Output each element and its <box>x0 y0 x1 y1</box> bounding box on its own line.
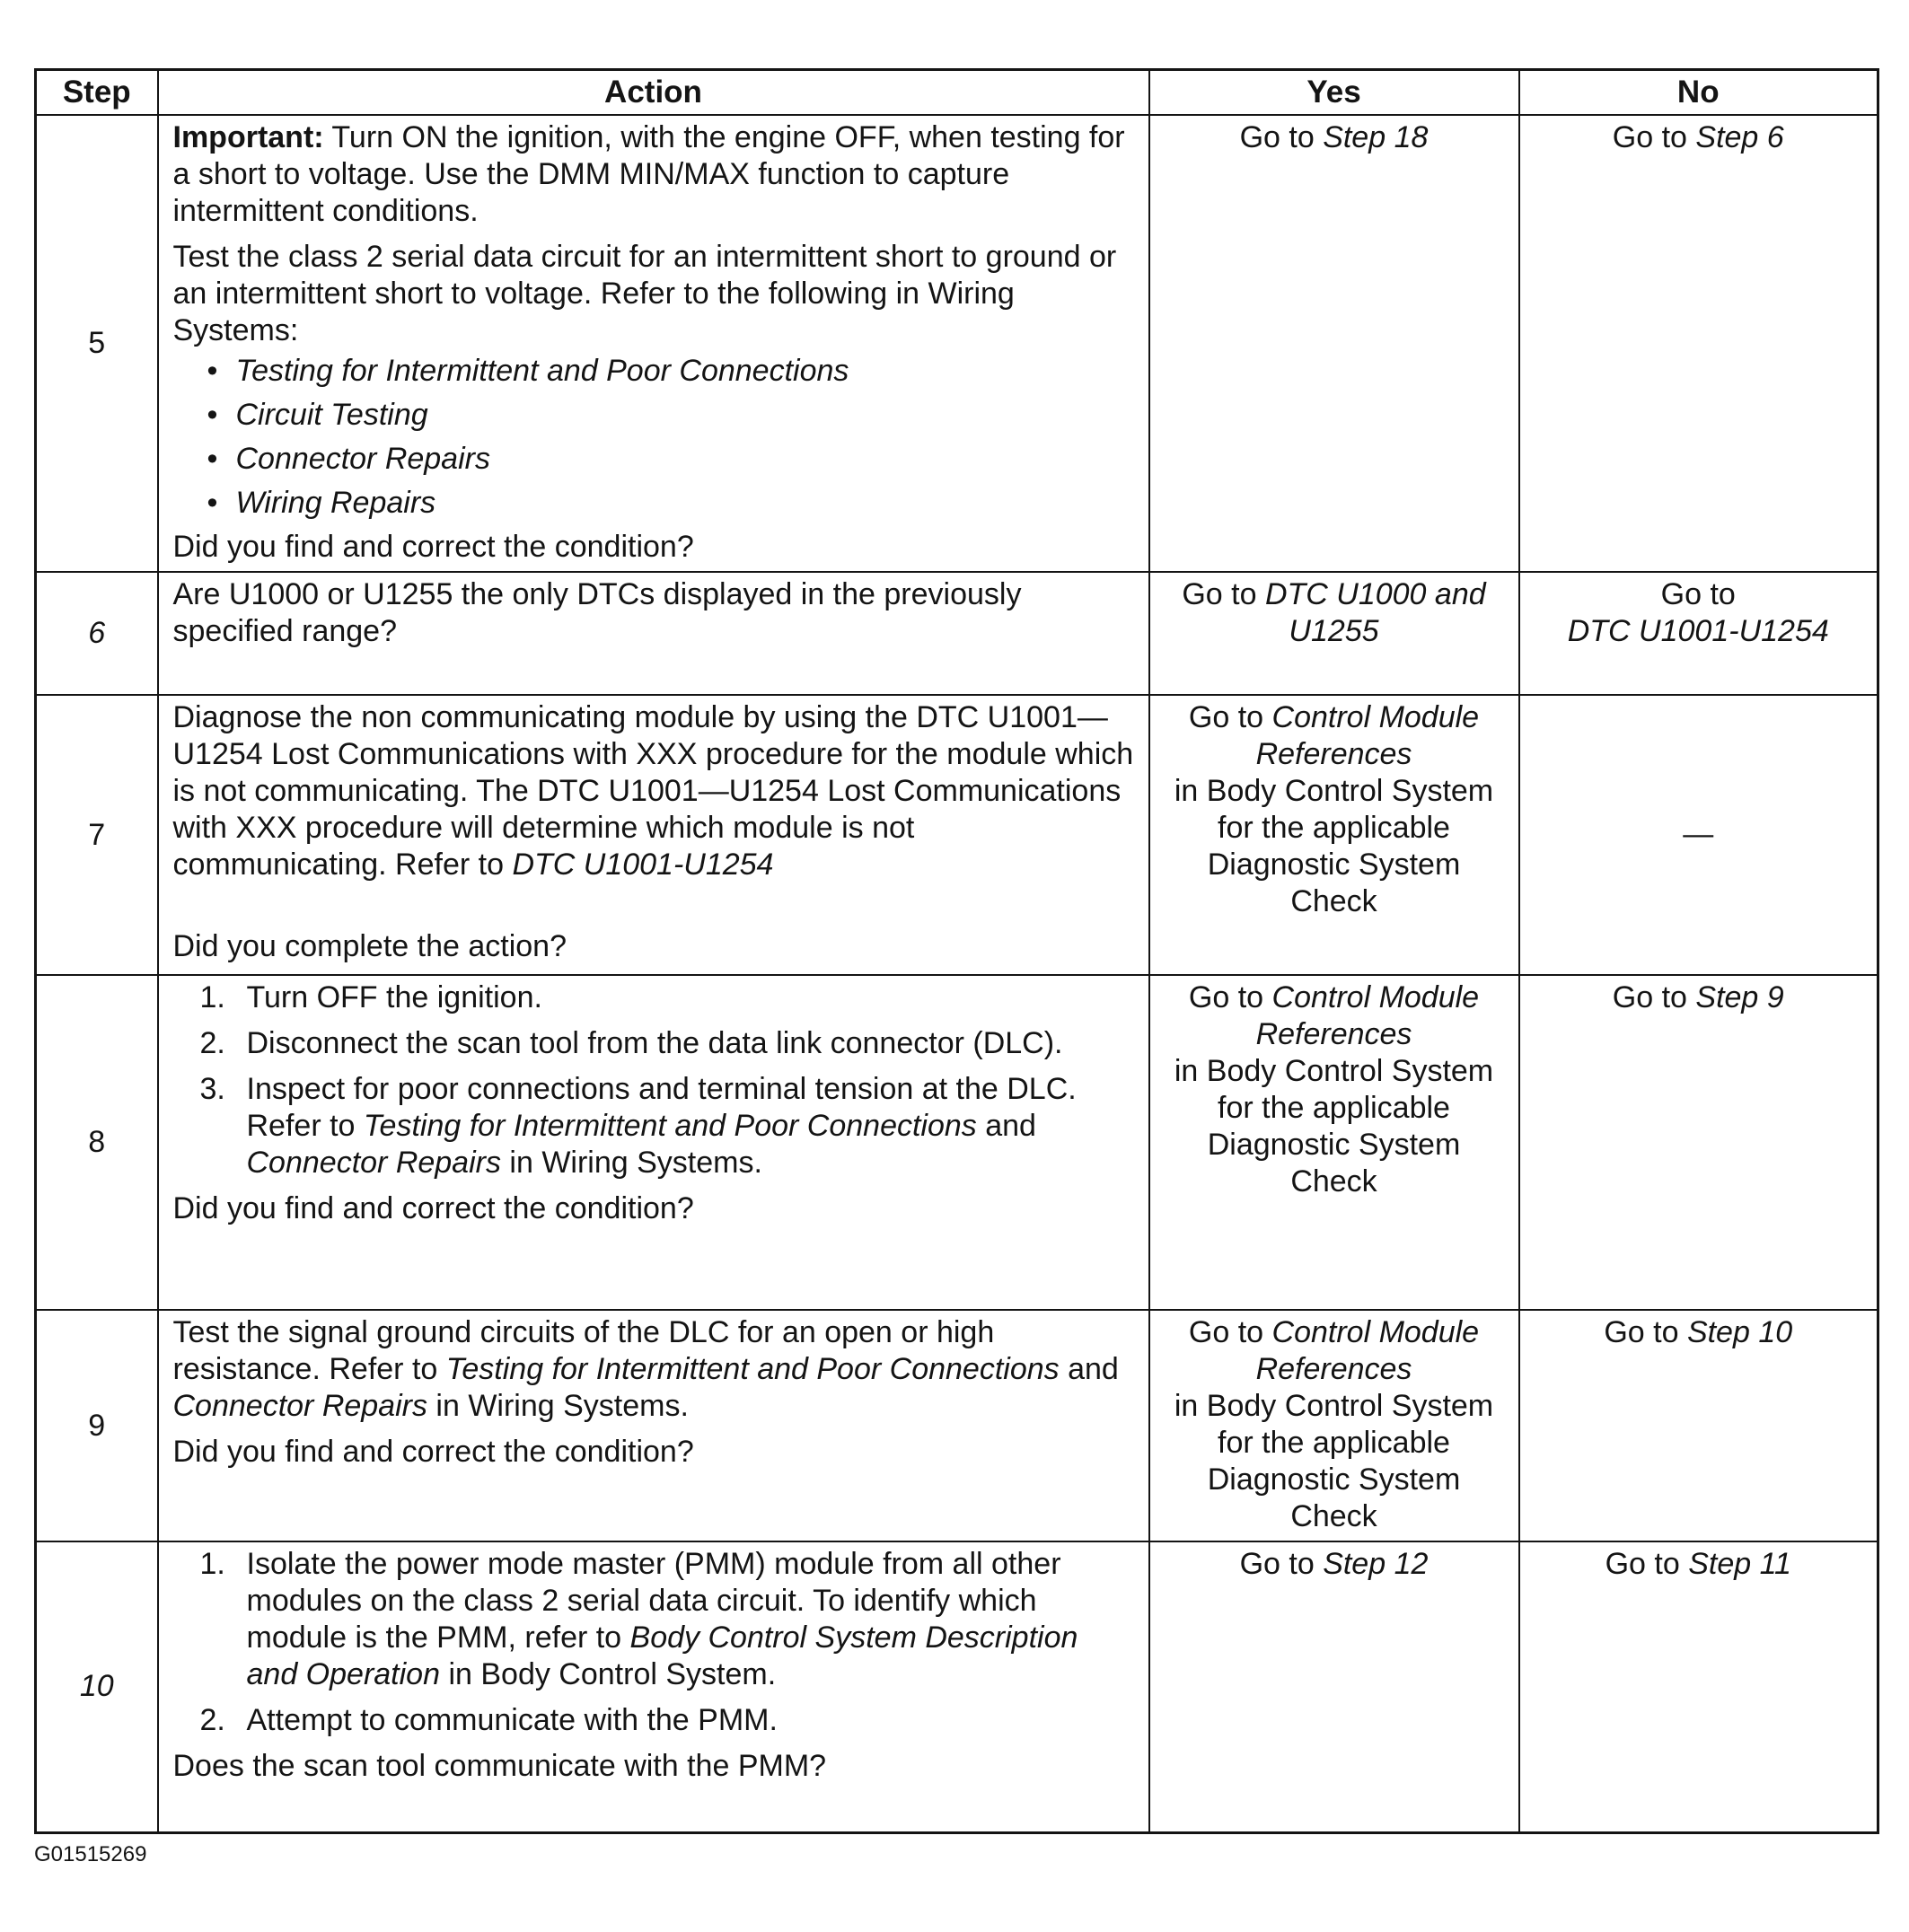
no-link[interactable]: Step 9 <box>1695 980 1784 1014</box>
action-cell <box>158 572 1149 695</box>
list-item: 3. Inspect for poor connections and terminal tension at the DLC. Refer to Testing for Intermittent and Poor Connections and Connector Repairs in Wiring Systems. <box>199 1072 1077 1180</box>
yes-result <box>1149 695 1519 975</box>
no-result <box>1519 695 1878 975</box>
reference-link[interactable]: DTC U1001-U1254 <box>512 847 774 882</box>
procedure-list <box>173 1546 1134 1739</box>
yes-result <box>1149 572 1519 695</box>
table-row <box>36 572 1878 695</box>
step-number: 6 <box>36 572 158 695</box>
list-item: • Connector Repairs <box>207 441 1134 478</box>
action-question: Did you complete the action? <box>172 929 567 963</box>
no-text: — <box>1683 816 1714 851</box>
list-item: • Testing for Intermittent and Poor Connections <box>207 353 1134 390</box>
yes-prefix: Go to <box>1182 577 1265 611</box>
action-text: in Wiring Systems. <box>427 1389 689 1423</box>
reference-link[interactable]: Connector Repairs <box>172 1389 427 1423</box>
step-text: Turn OFF the ignition. <box>246 980 542 1014</box>
reference-link[interactable]: Testing for Intermittent and Poor Connections <box>363 1109 977 1143</box>
step-text: in Wiring Systems. <box>500 1146 762 1180</box>
step-text: in Body Control System. <box>440 1657 777 1691</box>
yes-prefix: Go to <box>1239 1547 1324 1581</box>
list-item: • Wiring Repairs <box>207 485 1134 522</box>
reference-list <box>173 353 1134 522</box>
no-prefix: Go to <box>1604 1315 1687 1349</box>
yes-link[interactable]: Control Module References <box>1255 700 1480 771</box>
table-row <box>36 115 1878 572</box>
step-text: and <box>976 1109 1036 1143</box>
no-prefix: Go to <box>1612 120 1696 154</box>
step-number: 7 <box>36 695 158 975</box>
table-header-row <box>36 70 1878 116</box>
yes-result <box>1149 975 1519 1310</box>
important-text: Turn ON the ignition, with the engine OFF, when testing for a short to voltage. Use the DMM MIN/MAX function to capture intermittent conditions. <box>172 120 1125 228</box>
list-item: 2. Disconnect the scan tool from the data link connector (DLC). <box>199 1026 1063 1060</box>
yes-prefix: Go to <box>1188 700 1272 734</box>
step-number: 8 <box>36 975 158 1310</box>
action-text: and <box>1059 1352 1119 1386</box>
yes-result <box>1149 1541 1519 1832</box>
action-question: Did you find and correct the condition? <box>172 530 694 564</box>
no-link[interactable]: Step 6 <box>1695 120 1784 154</box>
no-result <box>1519 1541 1878 1832</box>
important-label: Important: <box>172 120 324 154</box>
no-link[interactable]: Step 11 <box>1688 1547 1791 1581</box>
table-row <box>36 975 1878 1310</box>
action-cell <box>158 975 1149 1310</box>
reference-link[interactable]: Testing for Intermittent and Poor Connections <box>445 1352 1060 1386</box>
action-paragraph <box>173 699 1134 883</box>
step-text: Inspect for poor connections and terminal tension at the DLC. Refer to <box>246 1072 1077 1143</box>
action-question: Are U1000 or U1255 the only DTCs displayed in the previously specified range? <box>172 577 1022 648</box>
figure-id: G01515269 <box>34 1842 147 1866</box>
list-item: 2. Attempt to communicate with the PMM. <box>199 1703 778 1737</box>
yes-result <box>1149 115 1519 572</box>
action-cell <box>158 1310 1149 1541</box>
header-action: Action <box>158 70 1149 116</box>
reference-link[interactable]: Body Control System Description and Operation <box>246 1620 1078 1691</box>
action-text: Test the signal ground circuits of the DLC for an open or high resistance. Refer to <box>172 1315 995 1386</box>
header-yes: Yes <box>1149 70 1519 116</box>
header-no: No <box>1519 70 1878 116</box>
yes-prefix: Go to <box>1188 980 1272 1014</box>
yes-link[interactable]: Control Module References <box>1255 980 1480 1051</box>
action-paragraph: Test the class 2 serial data circuit for an intermittent short to ground or an intermittent short to voltage. Refer to the following in Wiring Systems: <box>172 240 1117 347</box>
yes-result <box>1149 1310 1519 1541</box>
header-step: Step <box>36 70 158 116</box>
step-text: Attempt to communicate with the PMM. <box>246 1703 778 1737</box>
step-text: Disconnect the scan tool from the data link connector (DLC). <box>246 1026 1063 1060</box>
step-number: 5 <box>36 115 158 572</box>
table-row <box>36 1541 1878 1832</box>
important-note <box>173 119 1134 230</box>
no-prefix: Go to <box>1612 980 1696 1014</box>
action-question: Did you find and correct the condition? <box>172 1191 694 1225</box>
yes-link[interactable]: Step 18 <box>1323 120 1429 154</box>
table-row <box>36 695 1878 975</box>
action-paragraph <box>173 1314 1134 1425</box>
step-number: 10 <box>36 1541 158 1832</box>
no-result <box>1519 115 1878 572</box>
list-item: • Circuit Testing <box>207 397 1134 434</box>
diagnostic-table <box>34 68 1879 1834</box>
no-prefix: Go to <box>1660 577 1736 611</box>
action-cell <box>158 115 1149 572</box>
yes-prefix: Go to <box>1188 1315 1272 1349</box>
no-link[interactable]: Step 10 <box>1686 1315 1793 1349</box>
action-cell <box>158 1541 1149 1832</box>
action-question: Does the scan tool communicate with the PMM? <box>172 1749 827 1783</box>
yes-suffix: in Body Control System for the applicable Diagnostic System Check <box>1174 1054 1494 1199</box>
action-question: Did you find and correct the condition? <box>172 1435 694 1469</box>
list-item: 1. Isolate the power mode master (PMM) module from all other modules on the class 2 serial data circuit. To identify which module is the PMM, refer to Body Control System Description and Operation in Body Control System. <box>199 1547 1078 1691</box>
step-number: 9 <box>36 1310 158 1541</box>
diagnostic-table-sheet <box>34 68 1877 1834</box>
no-result <box>1519 1310 1878 1541</box>
reference-link[interactable]: Connector Repairs <box>246 1146 501 1180</box>
procedure-list <box>173 979 1134 1181</box>
action-text: Diagnose the non communicating module by using the DTC U1001—U1254 Lost Communications with XXX procedure for the module which is not communicating. The DTC U1001—U1254 Lost Communications with XXX procedure will determine which module is not communicating. Refer to <box>172 700 1134 882</box>
yes-suffix: in Body Control System for the applicable Diagnostic System Check <box>1174 1389 1494 1533</box>
step-text: Isolate the power mode master (PMM) module from all other modules on the class 2 serial data circuit. To identify which module is the PMM, refer to <box>246 1547 1061 1655</box>
yes-link[interactable]: Control Module References <box>1255 1315 1480 1386</box>
no-prefix: Go to <box>1605 1547 1689 1581</box>
no-link[interactable]: DTC U1001-U1254 <box>1567 614 1829 648</box>
action-cell <box>158 695 1149 975</box>
yes-suffix: in Body Control System for the applicable Diagnostic System Check <box>1174 774 1494 918</box>
no-result <box>1519 975 1878 1310</box>
no-result <box>1519 572 1878 695</box>
table-row <box>36 1310 1878 1541</box>
yes-link[interactable]: DTC U1000 and U1255 <box>1264 577 1486 648</box>
list-item: 1. Turn OFF the ignition. <box>199 980 542 1014</box>
yes-prefix: Go to <box>1239 120 1324 154</box>
yes-link[interactable]: Step 12 <box>1323 1547 1429 1581</box>
